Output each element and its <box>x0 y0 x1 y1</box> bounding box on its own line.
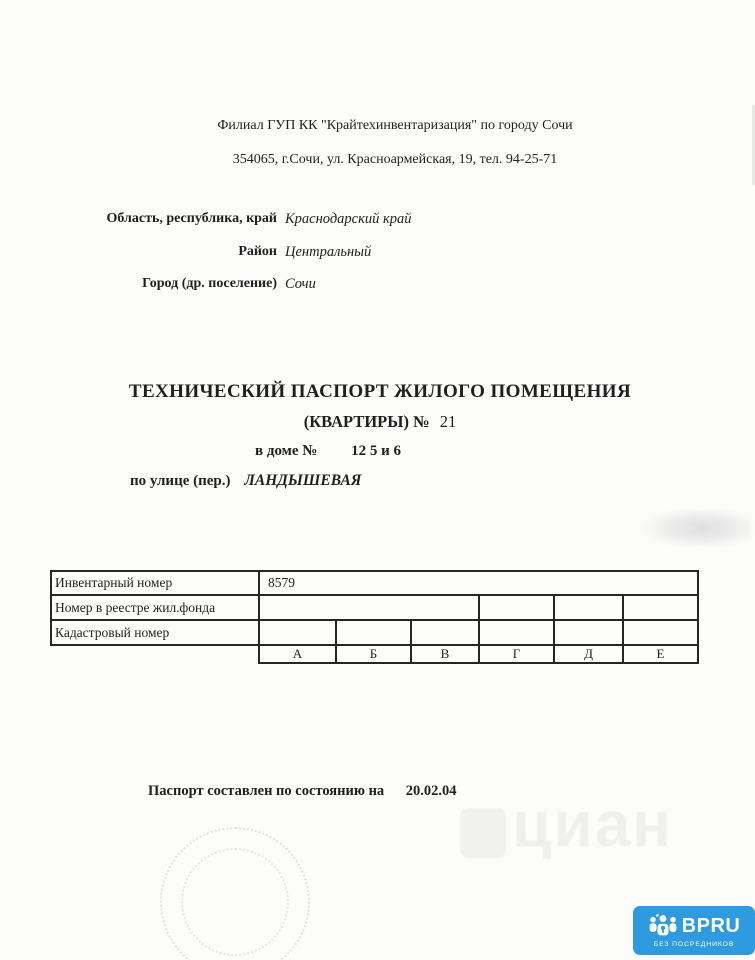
table-cell-empty <box>259 620 336 645</box>
column-letter: А <box>259 645 336 663</box>
org-header-line: Филиал ГУП КК "Крайтехинвентаризация" по городу Сочи <box>217 118 573 133</box>
column-letter: Г <box>479 645 554 663</box>
bpru-logo-text: BPRU <box>681 915 741 937</box>
field-label-district: Район <box>238 244 277 259</box>
column-letter: В <box>411 645 479 663</box>
field-value-city: Сочи <box>285 276 316 292</box>
table-cell-empty <box>623 595 698 620</box>
field-label-city: Город (др. поселение) <box>142 276 277 291</box>
street-line <box>130 472 361 490</box>
numbers-table <box>50 570 699 664</box>
table-row-column-letters <box>51 645 698 663</box>
table-label-cadastre: Кадастровый номер <box>51 620 259 645</box>
bpru-logo <box>633 906 755 955</box>
composed-date-label: Паспорт составлен по состоянию на <box>148 783 385 799</box>
field-value-region: Краснодарский край <box>285 211 412 227</box>
table-cell-empty <box>336 620 411 645</box>
cian-watermark-logo-blob <box>460 808 506 858</box>
house-line <box>255 443 401 460</box>
house-number: 12 5 и 6 <box>351 443 402 459</box>
org-address-line: 354065, г.Сочи, ул. Красноармейская, 19, тел. 94-25-71 <box>232 152 558 167</box>
table-cell-empty <box>554 595 623 620</box>
document-title: ТЕХНИЧЕСКИЙ ПАСПОРТ ЖИЛОГО ПОМЕЩЕНИЯ <box>128 381 632 402</box>
people-lock-icon <box>648 913 678 939</box>
table-cell-empty <box>259 595 479 620</box>
table-cell-ghost <box>51 645 259 663</box>
column-letter: Д <box>554 645 623 663</box>
table-value-inventory: 8579 <box>259 571 698 595</box>
apartment-number: 21 <box>439 412 457 431</box>
table-cell-empty <box>623 620 698 645</box>
table-label-inventory: Инвентарный номер <box>51 571 259 595</box>
cian-watermark-text: циан <box>512 788 673 860</box>
column-letter: Б <box>336 645 411 663</box>
street-name: ЛАНДЫШЕВАЯ <box>244 472 362 489</box>
cian-watermark <box>460 788 673 860</box>
table-row-inventory <box>51 571 698 595</box>
apartment-label: (КВАРТИРЫ) № <box>303 412 430 431</box>
table-row-cadastre <box>51 620 698 645</box>
column-letter: Е <box>623 645 698 663</box>
street-label: по улице (пер.) <box>130 473 231 489</box>
scan-smudge-artifact <box>642 508 752 548</box>
house-label: в доме № <box>255 443 318 459</box>
table-label-registry: Номер в реестре жил.фонда <box>51 595 259 620</box>
composed-date-line <box>148 783 457 800</box>
field-label-region: Область, республика, край <box>106 211 277 226</box>
table-cell-empty <box>479 620 554 645</box>
table-cell-empty <box>479 595 554 620</box>
table-cell-empty <box>554 620 623 645</box>
table-cell-empty <box>411 620 479 645</box>
bpru-logo-subtext: БЕЗ ПОСРЕДНИКОВ <box>653 941 735 948</box>
field-value-district: Центральный <box>285 244 372 260</box>
document-subtitle <box>15 412 745 432</box>
table-row-registry <box>51 595 698 620</box>
composed-date-value: 20.02.04 <box>405 783 457 799</box>
stamp-circle-inner <box>181 848 289 956</box>
